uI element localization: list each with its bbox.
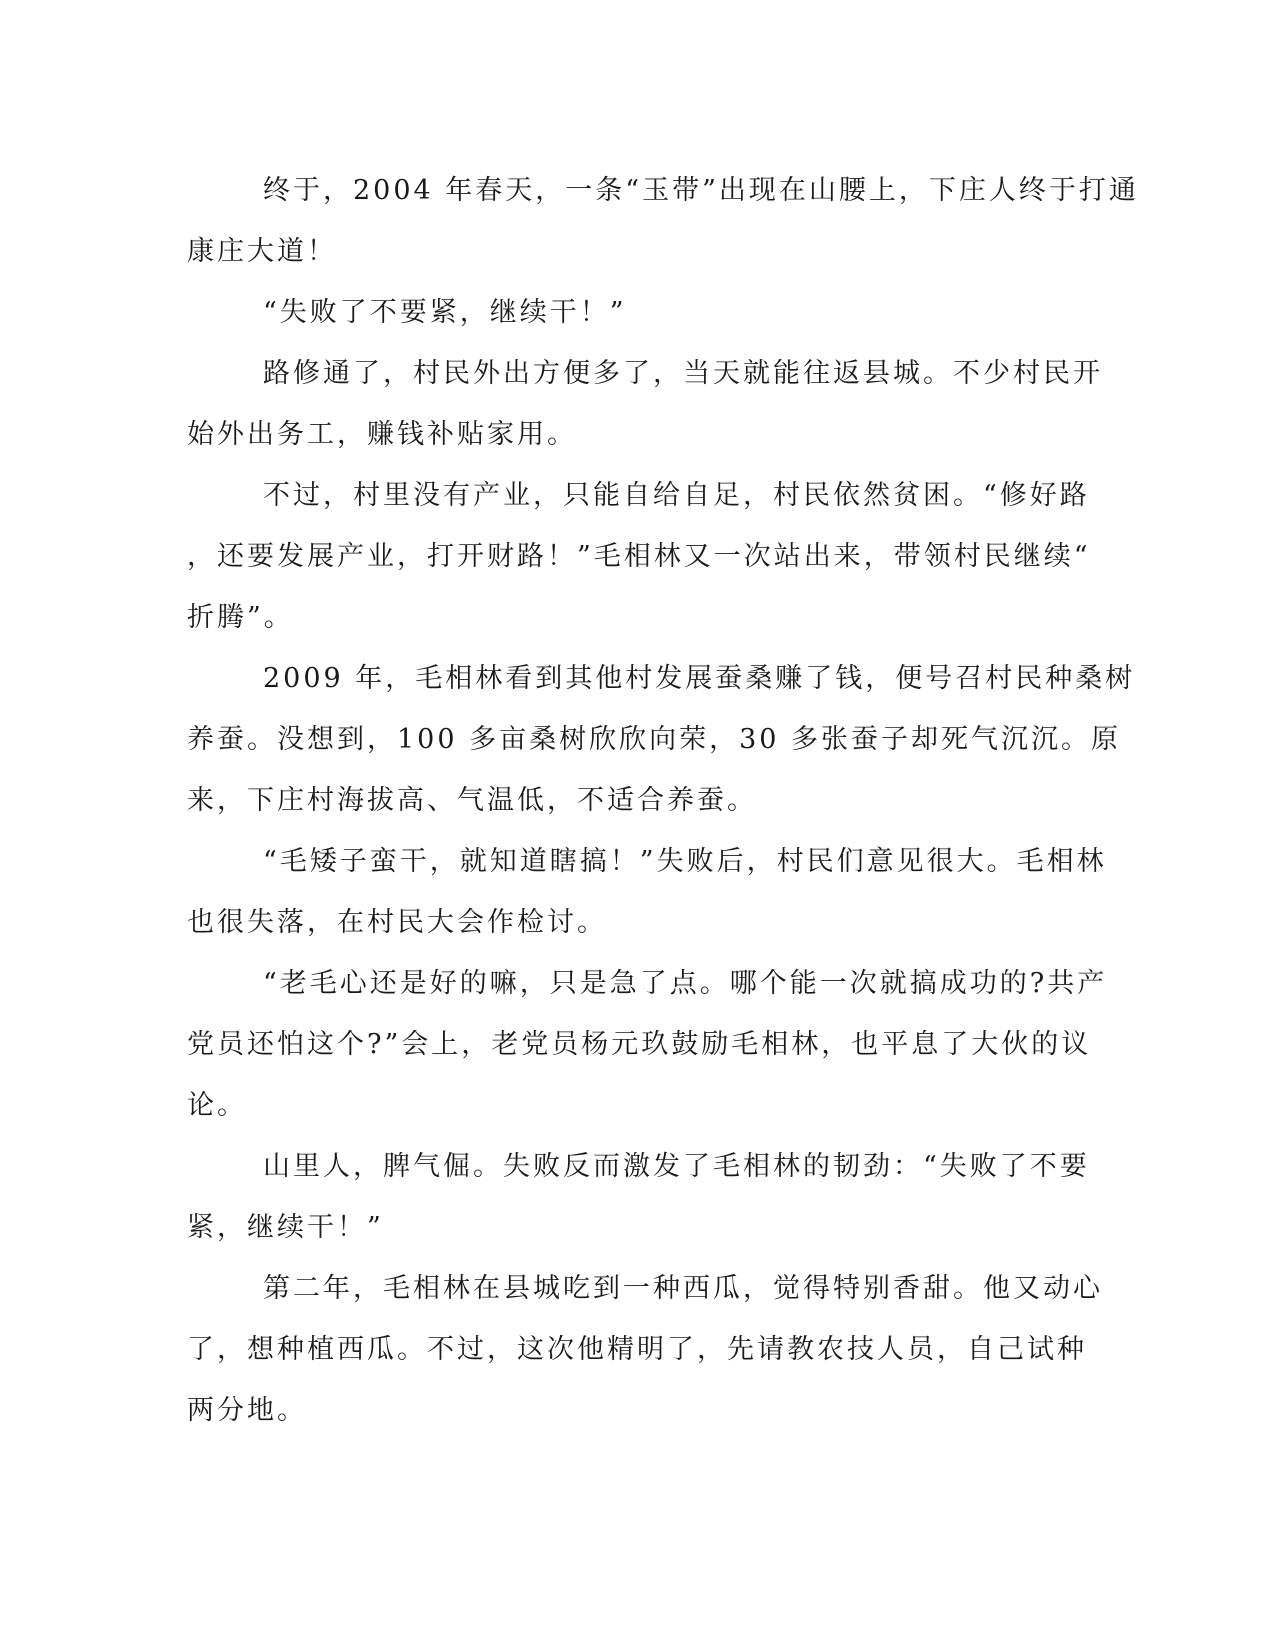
text-line: 了，想种植西瓜。不过，这次他精明了，先请教农技人员，自己试种 xyxy=(187,1334,1087,1365)
text-line: 始外出务工，赚钱补贴家用。 xyxy=(187,419,577,450)
text-line: 山里人，脾气倔。失败反而激发了毛相林的韧劲：“失败了不要 xyxy=(263,1151,1090,1182)
text-line: “失败了不要紧，继续干！” xyxy=(263,297,627,328)
text-line: ，还要发展产业，打开财路！”毛相林又一次站出来，带领村民继续“ xyxy=(187,541,1091,572)
text-line: 养蚕。没想到，100 多亩桑树欣欣向荣，30 多张蚕子却死气沉沉。原 xyxy=(187,724,1122,755)
text-line: 也很失落，在村民大会作检讨。 xyxy=(187,907,607,938)
text-line: 两分地。 xyxy=(187,1395,307,1426)
text-line: 紧，继续干！” xyxy=(187,1212,384,1243)
text-line: “毛矮子蛮干，就知道瞎搞！”失败后，村民们意见很大。毛相林 xyxy=(263,846,1107,877)
text-line: 路修通了，村民外出方便多了，当天就能往返县城。不少村民开 xyxy=(263,358,1103,389)
text-line: 党员还怕这个?”会上，老党员杨元玖鼓励毛相林，也平息了大伙的议 xyxy=(187,1029,1092,1060)
text-line: 第二年，毛相林在县城吃到一种西瓜，觉得特别香甜。他又动心 xyxy=(263,1273,1103,1304)
text-line: 折腾”。 xyxy=(187,602,294,633)
text-line: 论。 xyxy=(187,1090,247,1121)
text-line: 康庄大道！ xyxy=(187,236,337,267)
text-line: 2009 年，毛相林看到其他村发展蚕桑赚了钱，便号召村民种桑树 xyxy=(263,663,1136,694)
text-line: 不过，村里没有产业，只能自给自足，村民依然贫困。“修好路 xyxy=(263,480,1090,511)
text-line: 终于，2004 年春天，一条“玉带”出现在山腰上，下庄人终于打通 xyxy=(263,175,1139,206)
text-line: 来，下庄村海拔高、气温低，不适合养蚕。 xyxy=(187,785,757,816)
article-text xyxy=(187,160,1139,1441)
text-line: “老毛心还是好的嘛，只是急了点。哪个能一次就搞成功的?共产 xyxy=(263,968,1108,999)
